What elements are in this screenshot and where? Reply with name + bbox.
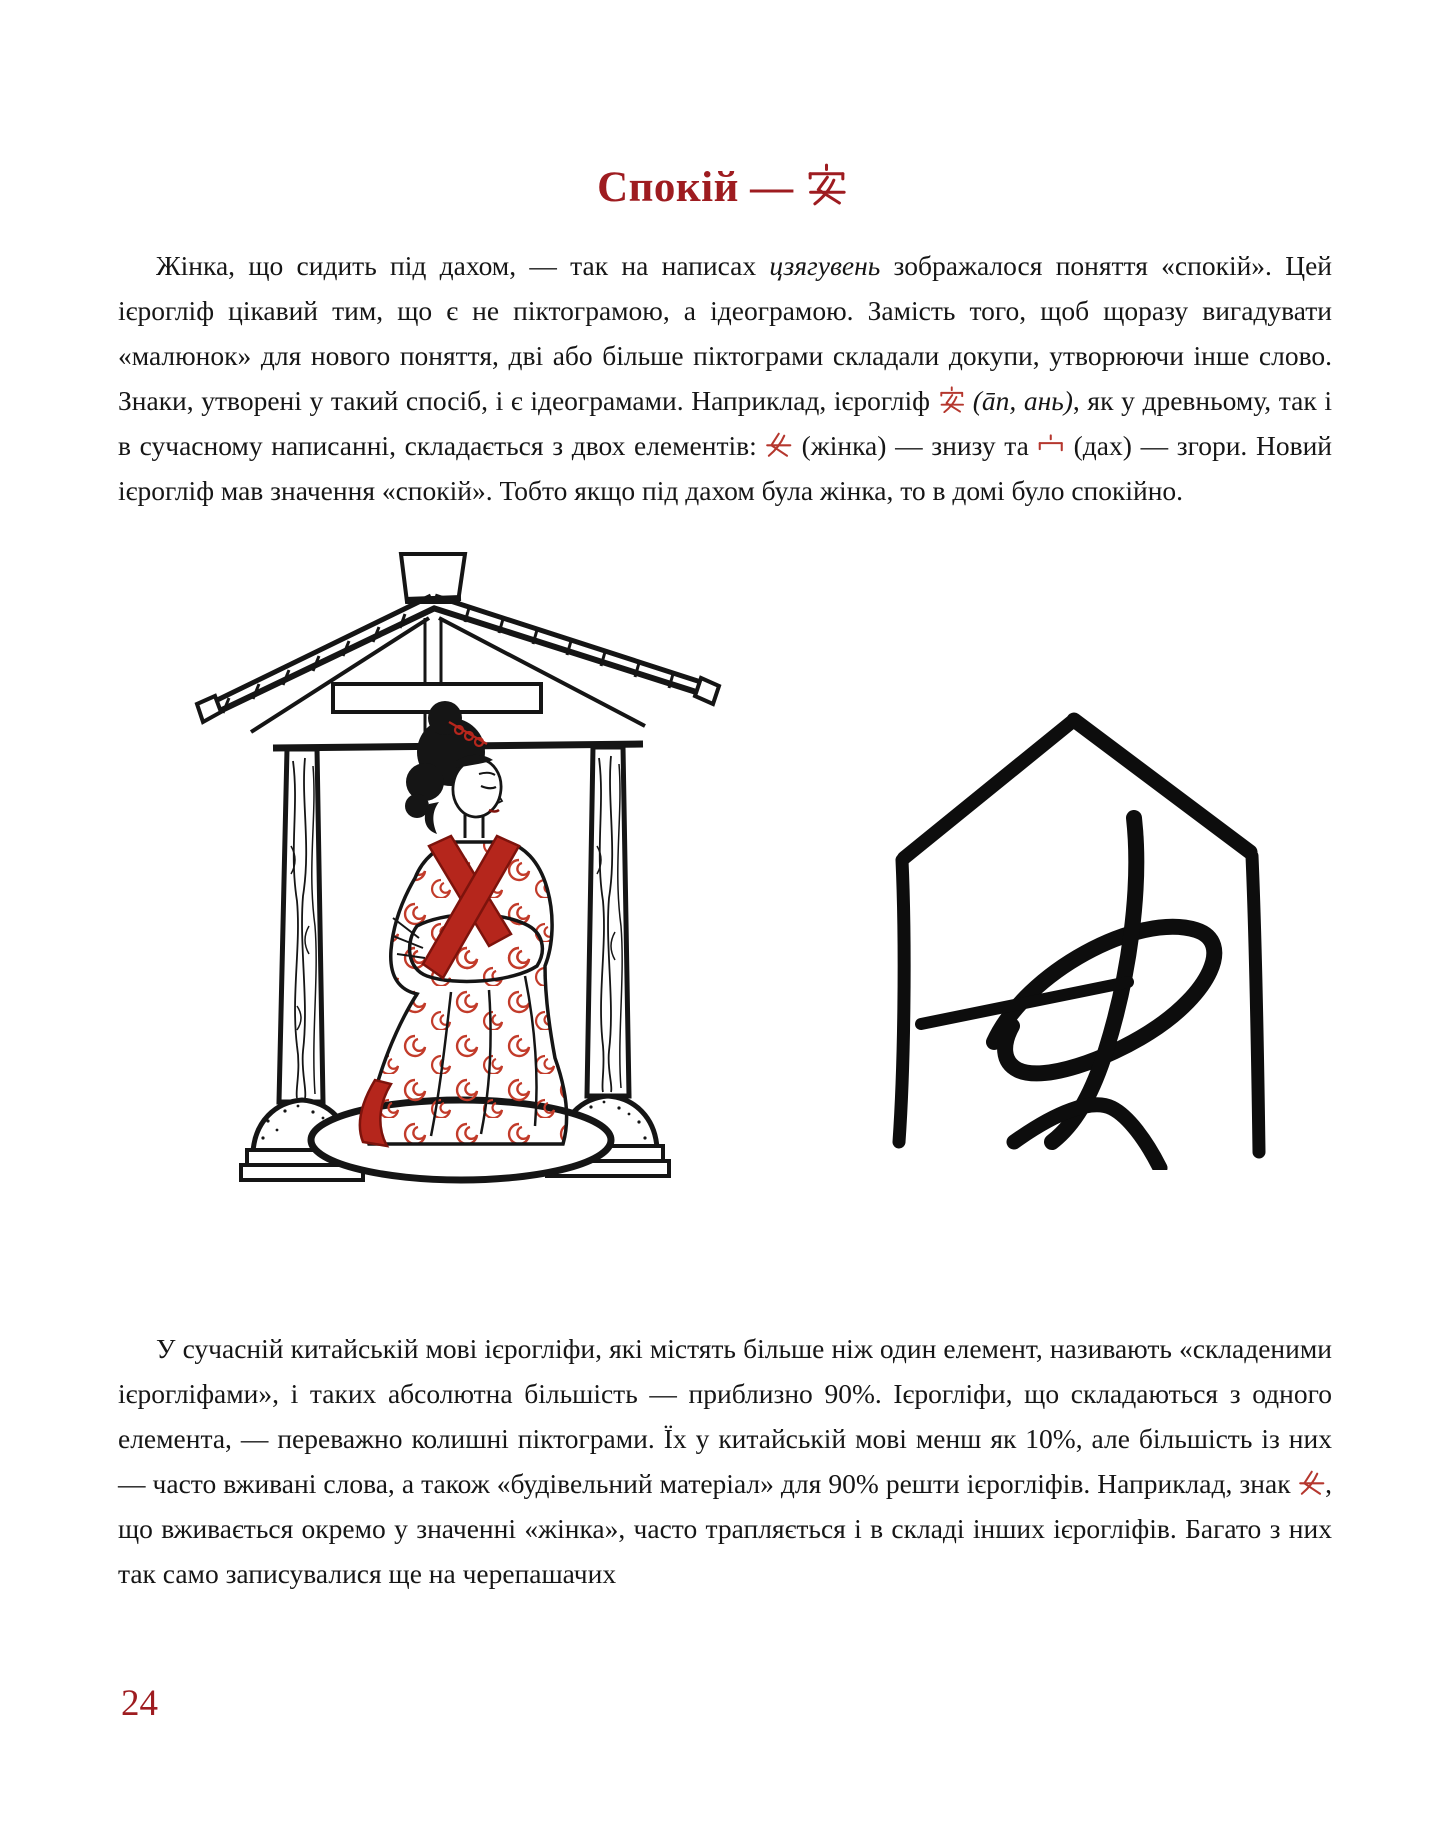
paragraph-intro: Жінка, що сидить під дахом, — так на написах цзягувень зображалося поняття «спокій». Цей ієрогліф цікавий тим, що є не піктограмою, а ідеограмою. Замість того, щоб щоразу вигадувати «малюнок» для нового поняття, дві або більше піктограми складали докупи, утворюючи інше слово. Знаки, утворені у такий спосіб, і є ідеограмами. Наприклад, ієрогліф (ān, ань), як у древньому, так і в сучасному написанні, складається з двох елементів: (жінка) — знизу та (дах) — згори. Новий ієрогліф мав значення «спокій». Тобто якщо під дахом була жінка, то в домі було спокійно. <box>118 250 1333 506</box>
page-number: 24 <box>121 1683 158 1724</box>
hanzi-an-glyph <box>805 163 848 206</box>
hanzi-an-glyph <box>938 386 966 414</box>
ancient-an-glyph-illustration <box>866 690 1294 1170</box>
woman-under-roof-illustration <box>193 546 725 1186</box>
hanzi-mian-glyph <box>1037 431 1065 459</box>
glyph-woman-figure <box>921 818 1214 1168</box>
page-title: Спокій — <box>0 163 1445 212</box>
left-pillar <box>279 749 323 1102</box>
right-pillar <box>587 747 629 1096</box>
kneeling-woman <box>360 701 567 1146</box>
hanzi-nu-glyph <box>1298 1469 1326 1497</box>
paragraph-composition: У сучасній китайській мові ієрогліфи, які містять більше ніж один елемент, називають «складеними ієрогліфами», і таких абсолютна більшість — приблизно 90%. Ієрогліфи, що складаються з одного елемента, — переважно колишні піктограми. Їх у китайській мові менш як 10%, але більшість із них — часто вживані слова, а також «будівельний матеріал» для 90% решти ієрогліфів. Наприклад, знак , що вживається окремо у значенні «жінка», часто трапляється і в складі інших ієрогліфів. Багато з них так само записувалися ще на черепашачих <box>118 1333 1332 1589</box>
hanzi-nu-glyph <box>765 431 793 459</box>
roof-finial <box>401 554 465 602</box>
